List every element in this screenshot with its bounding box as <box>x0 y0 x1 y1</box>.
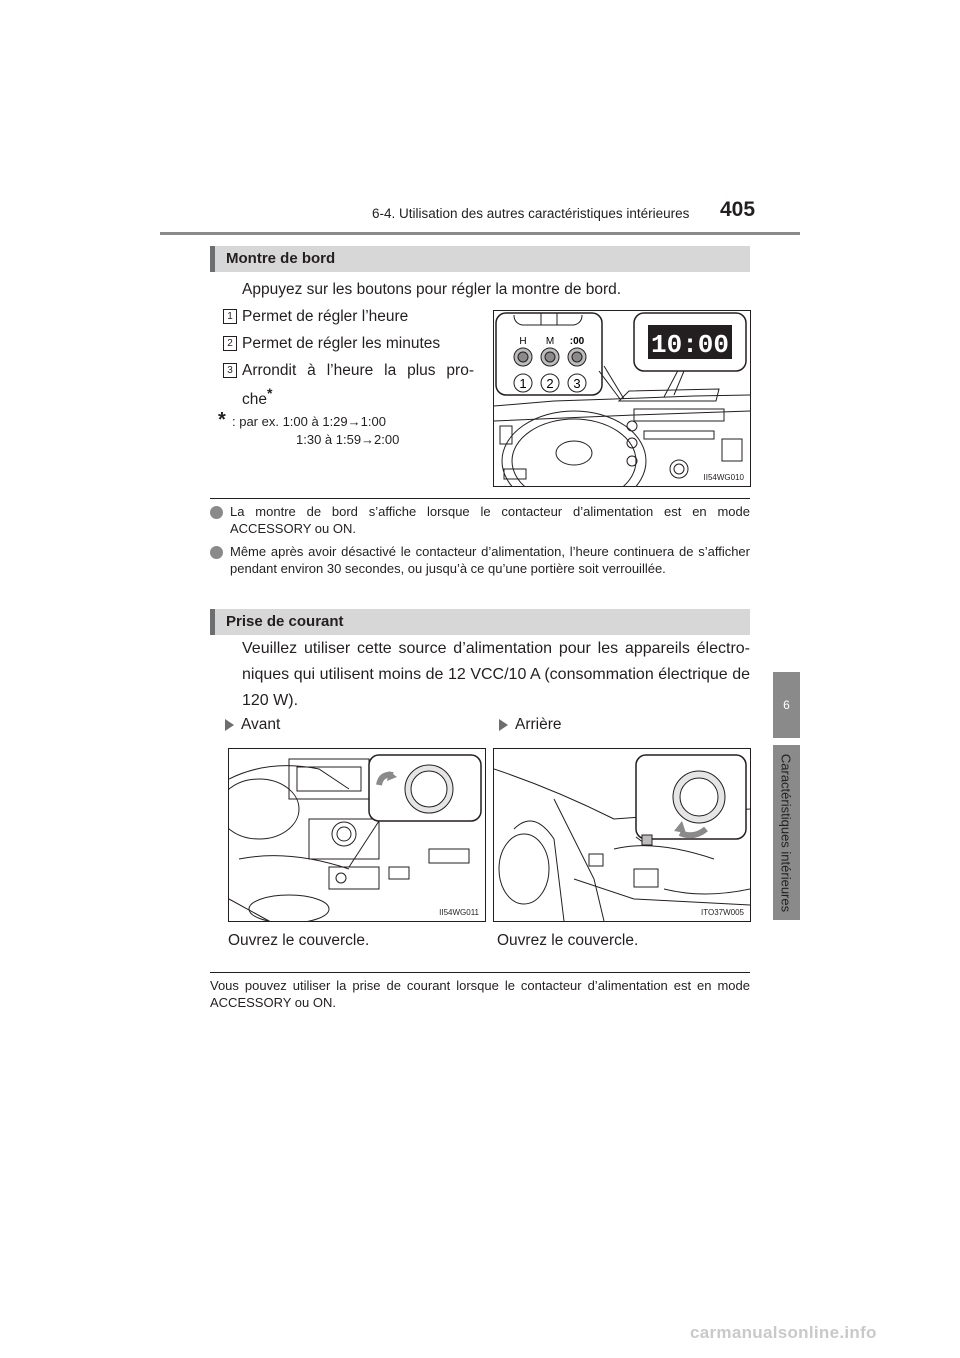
item-text-3: Arrondit à l’heure la plus pro- <box>242 362 474 379</box>
dashboard-illustration <box>494 311 750 486</box>
front-figure-code: II54WG011 <box>439 908 479 917</box>
watermark: carmanualsonline.info <box>690 1323 877 1342</box>
section-title: 6-4. Utilisation des autres caractéristiques intérieures <box>372 206 690 221</box>
callout-2: 2 <box>546 376 554 391</box>
callout-3: 3 <box>573 376 581 391</box>
page-number: 405 <box>720 198 756 221</box>
clock-intro: Appuyez sur les boutons pour régler la montre de bord. <box>242 281 622 298</box>
footnote-star: * <box>218 409 226 431</box>
footnote-line-1: : par ex. 1:00 à 1:29→1:00 <box>232 414 386 429</box>
rear-caption: Ouvrez le couvercle. <box>497 932 639 949</box>
clock-display: 10:00 <box>650 330 730 360</box>
triangle-icon <box>499 719 508 731</box>
power-intro: Veuillez utiliser cette source d’alimentation pour les appareils électro-niques qui utilisent moins de 12 VCC/10 A (consommation électrique de 120 W). <box>242 640 750 709</box>
footnote-star-ref: * <box>267 385 273 401</box>
item-text-1: Permet de régler l’heure <box>242 308 409 325</box>
rear-label: Arrière <box>515 716 562 733</box>
item-text-2: Permet de régler les minutes <box>242 335 441 352</box>
clock-note-2: Même après avoir désactivé le contacteur d’alimentation, l’heure continuera de s’afficher pendant environ 30 secondes, ou jusqu’à ce qu’une portière soit verrouillée. <box>230 544 750 576</box>
clock-note-1: La montre de bord s’affiche lorsque le contacteur d’alimentation est en mode ACCESSORY ou ON. <box>230 504 750 536</box>
callout-1: 1 <box>519 376 527 391</box>
front-caption: Ouvrez le couvercle. <box>228 932 370 949</box>
item-number-3: 3 <box>223 363 237 378</box>
power-note: Vous pouvez utiliser la prise de courant lorsque le contacteur d’alimentation est en mode ACCESSORY ou ON. <box>210 978 750 1010</box>
item-number-2: 2 <box>223 336 237 351</box>
rear-socket-figure <box>493 748 751 922</box>
front-socket-illustration <box>229 749 485 921</box>
bullet-icon <box>210 506 223 519</box>
button-label-m: M <box>545 336 555 347</box>
front-socket-figure <box>228 748 486 922</box>
front-label: Avant <box>241 716 281 733</box>
header-rule <box>160 232 800 235</box>
item-number-1: 1 <box>223 309 237 324</box>
power-notes-rule <box>210 972 750 973</box>
chapter-tab: 6 <box>773 672 800 738</box>
footnote-line-2: 1:30 à 1:59→2:00 <box>296 432 400 447</box>
figure-code: II54WG010 <box>703 473 744 482</box>
item-text-3-line2: che <box>242 391 267 409</box>
chapter-label: Caractéristiques intérieures <box>778 753 794 913</box>
clock-heading: Montre de bord <box>210 246 750 272</box>
bullet-icon <box>210 546 223 559</box>
clock-figure <box>493 310 751 487</box>
rear-socket-illustration <box>494 749 750 921</box>
rear-figure-code: ITO37W005 <box>701 908 744 917</box>
power-heading: Prise de courant <box>210 609 750 635</box>
button-label-00: :00 <box>569 336 585 347</box>
item-text-3-cont <box>242 385 272 409</box>
triangle-icon <box>225 719 234 731</box>
notes-rule <box>210 498 750 499</box>
button-label-h: H <box>519 336 527 347</box>
